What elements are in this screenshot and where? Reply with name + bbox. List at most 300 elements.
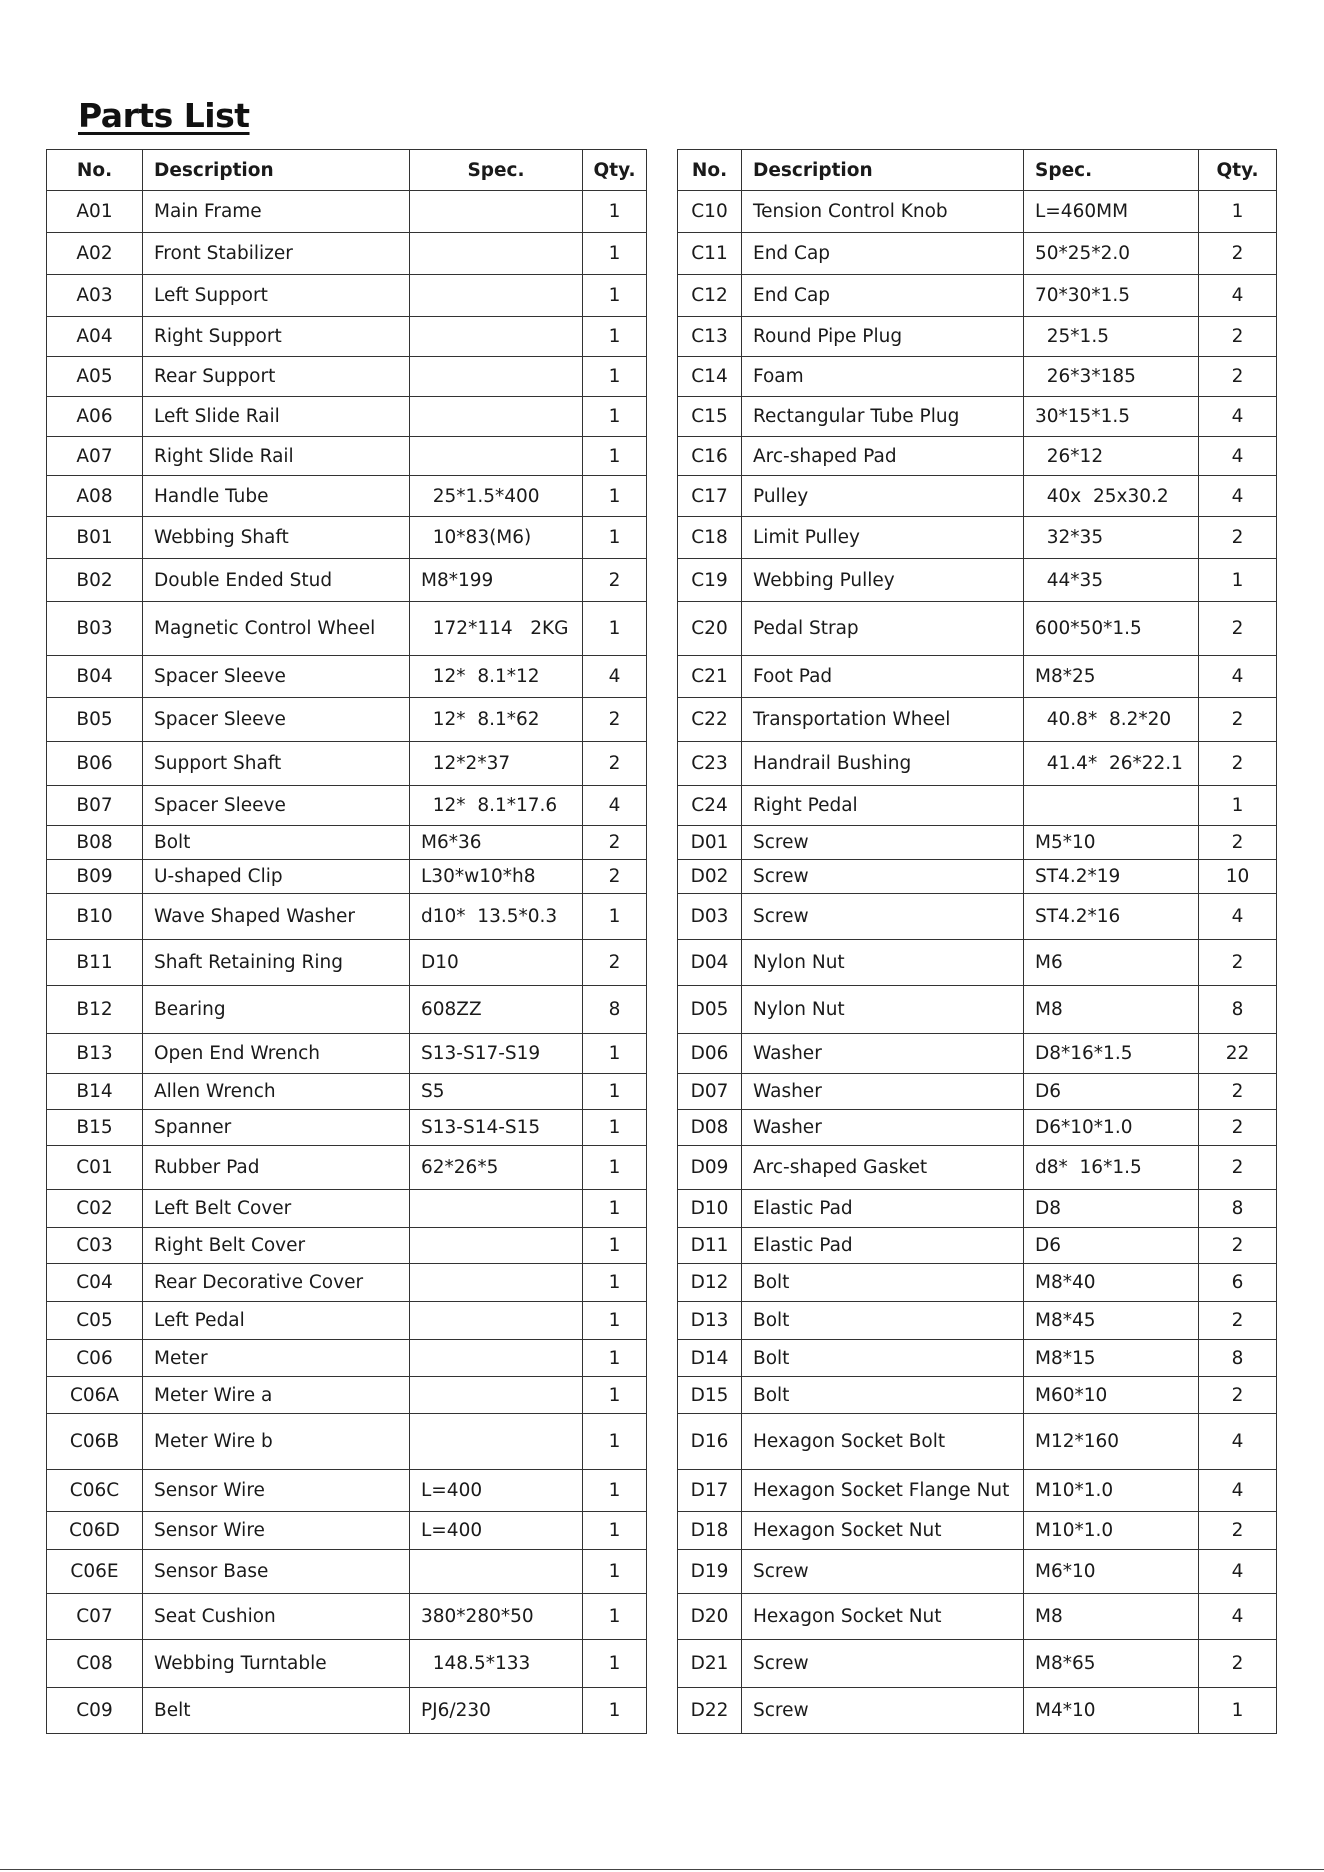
cell-qty: 2 (583, 826, 647, 860)
cell-spec: 12* 8.1*62 (410, 698, 583, 742)
cell-qty: 1 (583, 1470, 647, 1512)
cell-no: D18 (678, 1512, 742, 1550)
cell-no: C20 (678, 602, 742, 656)
cell-spec: M10*1.0 (1024, 1470, 1199, 1512)
cell-description: Sensor Wire (143, 1512, 410, 1550)
cell-no: D10 (678, 1190, 742, 1228)
cell-qty: 1 (583, 1550, 647, 1594)
cell-description: Webbing Turntable (143, 1640, 410, 1688)
cell-description: Bolt (742, 1340, 1024, 1377)
cell-spec: 380*280*50 (410, 1594, 583, 1640)
cell-spec: M10*1.0 (1024, 1512, 1199, 1550)
cell-qty: 1 (583, 1302, 647, 1340)
cell-spec: 70*30*1.5 (1024, 275, 1199, 317)
cell-description: Limit Pulley (742, 517, 1024, 559)
cell-spec: 41.4* 26*22.1 (1024, 742, 1199, 786)
cell-spec (410, 275, 583, 317)
cell-no: D17 (678, 1470, 742, 1512)
table-row (678, 1190, 1277, 1228)
cell-no: A03 (47, 275, 143, 317)
cell-description: Nylon Nut (742, 986, 1024, 1034)
cell-spec (410, 1340, 583, 1377)
table-row (47, 317, 647, 357)
page-bottom-rule (0, 1869, 1324, 1870)
cell-no: A04 (47, 317, 143, 357)
cell-qty: 2 (1199, 1110, 1277, 1146)
cell-description: Transportation Wheel (742, 698, 1024, 742)
table-row (678, 397, 1277, 437)
cell-spec: S13-S17-S19 (410, 1034, 583, 1074)
table-row (47, 1414, 647, 1470)
table-row (47, 1228, 647, 1264)
cell-spec (410, 317, 583, 357)
cell-no: B05 (47, 698, 143, 742)
table-row (47, 1550, 647, 1594)
table-row (47, 1340, 647, 1377)
table-row (47, 1074, 647, 1110)
cell-qty: 1 (583, 1594, 647, 1640)
cell-spec: D6 (1024, 1228, 1199, 1264)
cell-qty: 1 (583, 1688, 647, 1734)
cell-no: B08 (47, 826, 143, 860)
cell-qty: 2 (1199, 1302, 1277, 1340)
cell-no: C11 (678, 233, 742, 275)
cell-spec: 62*26*5 (410, 1146, 583, 1190)
cell-spec (410, 233, 583, 275)
cell-no: D11 (678, 1228, 742, 1264)
cell-no: A08 (47, 476, 143, 517)
cell-description: Washer (742, 1110, 1024, 1146)
cell-spec: 12*2*37 (410, 742, 583, 786)
cell-spec: PJ6/230 (410, 1688, 583, 1734)
table-row (678, 1640, 1277, 1688)
table-row (47, 191, 647, 233)
table-row (678, 357, 1277, 397)
cell-no: B10 (47, 894, 143, 940)
cell-spec: D6*10*1.0 (1024, 1110, 1199, 1146)
cell-description: Spanner (143, 1110, 410, 1146)
table-row (47, 1146, 647, 1190)
cell-no: B01 (47, 517, 143, 559)
cell-spec: 10*83(M6) (410, 517, 583, 559)
cell-qty: 8 (1199, 1340, 1277, 1377)
cell-no: B06 (47, 742, 143, 786)
cell-qty: 1 (583, 1190, 647, 1228)
table-row (678, 1146, 1277, 1190)
cell-description: Webbing Shaft (143, 517, 410, 559)
cell-spec: D8 (1024, 1190, 1199, 1228)
cell-qty: 4 (1199, 437, 1277, 476)
cell-qty: 4 (1199, 1550, 1277, 1594)
cell-spec: 25*1.5 (1024, 317, 1199, 357)
cell-description: Bearing (143, 986, 410, 1034)
cell-description: Screw (742, 1640, 1024, 1688)
cell-description: Open End Wrench (143, 1034, 410, 1074)
cell-spec: L=460MM (1024, 191, 1199, 233)
table-row (678, 476, 1277, 517)
cell-qty: 4 (1199, 1470, 1277, 1512)
cell-description: Meter Wire b (143, 1414, 410, 1470)
cell-spec: M6*10 (1024, 1550, 1199, 1594)
table-row (678, 1470, 1277, 1512)
cell-spec (410, 1190, 583, 1228)
cell-qty: 8 (583, 986, 647, 1034)
cell-description: Left Belt Cover (143, 1190, 410, 1228)
cell-description: Support Shaft (143, 742, 410, 786)
cell-description: Foot Pad (742, 656, 1024, 698)
table-row (678, 1414, 1277, 1470)
cell-no: C06D (47, 1512, 143, 1550)
cell-no: B07 (47, 786, 143, 826)
cell-description: Right Slide Rail (143, 437, 410, 476)
cell-no: C06C (47, 1470, 143, 1512)
cell-description: Screw (742, 1550, 1024, 1594)
table-row (47, 1377, 647, 1414)
table-row (47, 476, 647, 517)
table-row (47, 275, 647, 317)
cell-qty: 1 (583, 437, 647, 476)
cell-qty: 1 (1199, 1688, 1277, 1734)
cell-description: Foam (742, 357, 1024, 397)
table-row (47, 826, 647, 860)
cell-qty: 1 (583, 191, 647, 233)
table-row (678, 1550, 1277, 1594)
cell-qty: 2 (583, 742, 647, 786)
cell-no: A05 (47, 357, 143, 397)
cell-no: D14 (678, 1340, 742, 1377)
cell-description: Rubber Pad (143, 1146, 410, 1190)
cell-spec: d8* 16*1.5 (1024, 1146, 1199, 1190)
cell-qty: 1 (583, 397, 647, 437)
cell-description: Screw (742, 894, 1024, 940)
cell-qty: 1 (1199, 786, 1277, 826)
cell-spec: S5 (410, 1074, 583, 1110)
cell-no: B09 (47, 860, 143, 894)
parts-table-right (677, 149, 1277, 1734)
cell-qty: 1 (583, 1110, 647, 1146)
table-row (678, 317, 1277, 357)
table-row (678, 1110, 1277, 1146)
cell-no: C08 (47, 1640, 143, 1688)
cell-description: Pulley (742, 476, 1024, 517)
cell-spec: M5*10 (1024, 826, 1199, 860)
table-row (47, 1110, 647, 1146)
cell-spec: 40x 25x30.2 (1024, 476, 1199, 517)
cell-description: Front Stabilizer (143, 233, 410, 275)
cell-no: C16 (678, 437, 742, 476)
cell-description: Tension Control Knob (742, 191, 1024, 233)
table-row (47, 1190, 647, 1228)
cell-qty: 1 (583, 275, 647, 317)
cell-no: C18 (678, 517, 742, 559)
cell-no: D21 (678, 1640, 742, 1688)
cell-no: C13 (678, 317, 742, 357)
cell-description: Sensor Base (143, 1550, 410, 1594)
cell-description: End Cap (742, 233, 1024, 275)
table-row (47, 986, 647, 1034)
cell-description: U-shaped Clip (143, 860, 410, 894)
cell-spec: D10 (410, 940, 583, 986)
cell-qty: 1 (1199, 191, 1277, 233)
cell-no: C06 (47, 1340, 143, 1377)
cell-qty: 2 (1199, 317, 1277, 357)
cell-spec (410, 1377, 583, 1414)
cell-no: D08 (678, 1110, 742, 1146)
cell-description: Hexagon Socket Flange Nut (742, 1470, 1024, 1512)
cell-qty: 1 (583, 1264, 647, 1302)
cell-description: Webbing Pulley (742, 559, 1024, 602)
col-header-qty: Qty. (583, 150, 647, 191)
cell-qty: 1 (583, 517, 647, 559)
col-header-no: No. (47, 150, 143, 191)
cell-qty: 2 (1199, 602, 1277, 656)
col-header-spec: Spec. (410, 150, 583, 191)
cell-description: Screw (742, 860, 1024, 894)
cell-no: D12 (678, 1264, 742, 1302)
table-row (47, 786, 647, 826)
cell-description: Rear Decorative Cover (143, 1264, 410, 1302)
cell-description: Left Pedal (143, 1302, 410, 1340)
cell-description: Meter (143, 1340, 410, 1377)
cell-spec: 172*114 2KG (410, 602, 583, 656)
cell-spec (410, 1302, 583, 1340)
table-row (678, 894, 1277, 940)
cell-no: C10 (678, 191, 742, 233)
cell-description: Right Support (143, 317, 410, 357)
cell-spec: ST4.2*19 (1024, 860, 1199, 894)
cell-description: Spacer Sleeve (143, 786, 410, 826)
table-row (47, 1594, 647, 1640)
table-row (47, 397, 647, 437)
table-row (47, 742, 647, 786)
cell-qty: 4 (583, 656, 647, 698)
table-row (678, 940, 1277, 986)
cell-description: Allen Wrench (143, 1074, 410, 1110)
cell-qty: 22 (1199, 1034, 1277, 1074)
cell-description: Shaft Retaining Ring (143, 940, 410, 986)
cell-description: End Cap (742, 275, 1024, 317)
cell-spec: M8 (1024, 986, 1199, 1034)
table-row (678, 742, 1277, 786)
cell-qty: 2 (583, 698, 647, 742)
table-row (678, 656, 1277, 698)
cell-spec: M6 (1024, 940, 1199, 986)
cell-description: Wave Shaped Washer (143, 894, 410, 940)
cell-spec: D8*16*1.5 (1024, 1034, 1199, 1074)
cell-no: D20 (678, 1594, 742, 1640)
cell-spec: L30*w10*h8 (410, 860, 583, 894)
cell-spec: 26*3*185 (1024, 357, 1199, 397)
cell-qty: 2 (1199, 233, 1277, 275)
cell-qty: 2 (583, 559, 647, 602)
cell-description: Rear Support (143, 357, 410, 397)
cell-description: Round Pipe Plug (742, 317, 1024, 357)
cell-description: Spacer Sleeve (143, 656, 410, 698)
cell-spec: M60*10 (1024, 1377, 1199, 1414)
cell-qty: 1 (583, 1640, 647, 1688)
cell-spec (410, 397, 583, 437)
cell-description: Main Frame (143, 191, 410, 233)
cell-spec: 40.8* 8.2*20 (1024, 698, 1199, 742)
table-row (47, 559, 647, 602)
cell-description: Right Belt Cover (143, 1228, 410, 1264)
cell-no: D19 (678, 1550, 742, 1594)
col-header-spec: Spec. (1024, 150, 1199, 191)
cell-spec: M8 (1024, 1594, 1199, 1640)
cell-spec: D6 (1024, 1074, 1199, 1110)
header-row (47, 150, 647, 191)
cell-qty: 4 (1199, 275, 1277, 317)
cell-qty: 4 (1199, 656, 1277, 698)
cell-description: Hexagon Socket Bolt (742, 1414, 1024, 1470)
col-header-description: Description (143, 150, 410, 191)
col-header-qty: Qty. (1199, 150, 1277, 191)
cell-spec: S13-S14-S15 (410, 1110, 583, 1146)
cell-qty: 2 (1199, 826, 1277, 860)
table-row (47, 698, 647, 742)
cell-spec: M12*160 (1024, 1414, 1199, 1470)
cell-no: C04 (47, 1264, 143, 1302)
cell-no: C21 (678, 656, 742, 698)
cell-description: Washer (742, 1034, 1024, 1074)
table-row (678, 233, 1277, 275)
cell-no: C03 (47, 1228, 143, 1264)
table-row (47, 894, 647, 940)
cell-qty: 2 (1199, 742, 1277, 786)
table-row (678, 1264, 1277, 1302)
cell-no: C06A (47, 1377, 143, 1414)
cell-qty: 6 (1199, 1264, 1277, 1302)
cell-spec: M6*36 (410, 826, 583, 860)
table-row (47, 1034, 647, 1074)
cell-qty: 2 (1199, 940, 1277, 986)
cell-no: A06 (47, 397, 143, 437)
table-row (47, 1640, 647, 1688)
cell-description: Double Ended Stud (143, 559, 410, 602)
cell-description: Nylon Nut (742, 940, 1024, 986)
cell-no: D13 (678, 1302, 742, 1340)
table-row (678, 191, 1277, 233)
cell-description: Arc-shaped Pad (742, 437, 1024, 476)
cell-no: B03 (47, 602, 143, 656)
table-row (678, 698, 1277, 742)
cell-spec (410, 191, 583, 233)
table-row (47, 860, 647, 894)
cell-no: D05 (678, 986, 742, 1034)
cell-no: D07 (678, 1074, 742, 1110)
cell-qty: 2 (583, 860, 647, 894)
parts-table-left (46, 149, 647, 1734)
cell-spec (410, 437, 583, 476)
table-row (678, 1074, 1277, 1110)
cell-qty: 2 (1199, 357, 1277, 397)
cell-spec (410, 1414, 583, 1470)
cell-description: Seat Cushion (143, 1594, 410, 1640)
cell-qty: 1 (583, 476, 647, 517)
cell-no: C24 (678, 786, 742, 826)
cell-spec: M8*65 (1024, 1640, 1199, 1688)
cell-spec: L=400 (410, 1512, 583, 1550)
table-row (47, 1688, 647, 1734)
cell-qty: 4 (1199, 894, 1277, 940)
cell-qty: 1 (583, 1228, 647, 1264)
cell-no: A01 (47, 191, 143, 233)
cell-qty: 1 (583, 233, 647, 275)
cell-spec: 25*1.5*400 (410, 476, 583, 517)
cell-description: Screw (742, 826, 1024, 860)
cell-spec: M8*25 (1024, 656, 1199, 698)
cell-qty: 2 (583, 940, 647, 986)
cell-no: C01 (47, 1146, 143, 1190)
cell-spec: 12* 8.1*17.6 (410, 786, 583, 826)
cell-no: A02 (47, 233, 143, 275)
table-row (678, 826, 1277, 860)
cell-description: Bolt (742, 1264, 1024, 1302)
table-row (678, 1594, 1277, 1640)
table-row (678, 1228, 1277, 1264)
cell-description: Bolt (742, 1377, 1024, 1414)
cell-no: D16 (678, 1414, 742, 1470)
table-row (678, 1034, 1277, 1074)
cell-no: B11 (47, 940, 143, 986)
cell-qty: 1 (583, 1377, 647, 1414)
cell-description: Pedal Strap (742, 602, 1024, 656)
cell-description: Screw (742, 1688, 1024, 1734)
cell-qty: 2 (1199, 517, 1277, 559)
cell-qty: 1 (1199, 559, 1277, 602)
cell-description: Handrail Bushing (742, 742, 1024, 786)
cell-qty: 1 (583, 357, 647, 397)
cell-spec: M4*10 (1024, 1688, 1199, 1734)
cell-no: C22 (678, 698, 742, 742)
cell-spec (410, 357, 583, 397)
col-header-description: Description (742, 150, 1024, 191)
cell-description: Meter Wire a (143, 1377, 410, 1414)
cell-spec: 50*25*2.0 (1024, 233, 1199, 275)
cell-no: D01 (678, 826, 742, 860)
cell-no: D22 (678, 1688, 742, 1734)
table-row (47, 517, 647, 559)
table-row (47, 1470, 647, 1512)
table-row (678, 986, 1277, 1034)
table-row (678, 517, 1277, 559)
cell-spec: ST4.2*16 (1024, 894, 1199, 940)
cell-spec: 32*35 (1024, 517, 1199, 559)
cell-no: B14 (47, 1074, 143, 1110)
col-header-no: No. (678, 150, 742, 191)
cell-qty: 2 (1199, 1228, 1277, 1264)
cell-qty: 1 (583, 1340, 647, 1377)
cell-no: C06B (47, 1414, 143, 1470)
table-row (47, 1512, 647, 1550)
cell-qty: 8 (1199, 986, 1277, 1034)
cell-no: D09 (678, 1146, 742, 1190)
cell-spec (410, 1228, 583, 1264)
cell-qty: 4 (1199, 1594, 1277, 1640)
table-row (678, 860, 1277, 894)
cell-spec: 30*15*1.5 (1024, 397, 1199, 437)
cell-spec: M8*45 (1024, 1302, 1199, 1340)
cell-qty: 1 (583, 1146, 647, 1190)
cell-description: Elastic Pad (742, 1190, 1024, 1228)
cell-spec: L=400 (410, 1470, 583, 1512)
cell-spec: M8*199 (410, 559, 583, 602)
table-row (678, 275, 1277, 317)
table-row (678, 786, 1277, 826)
cell-description: Magnetic Control Wheel (143, 602, 410, 656)
cell-no: A07 (47, 437, 143, 476)
cell-spec: M8*40 (1024, 1264, 1199, 1302)
